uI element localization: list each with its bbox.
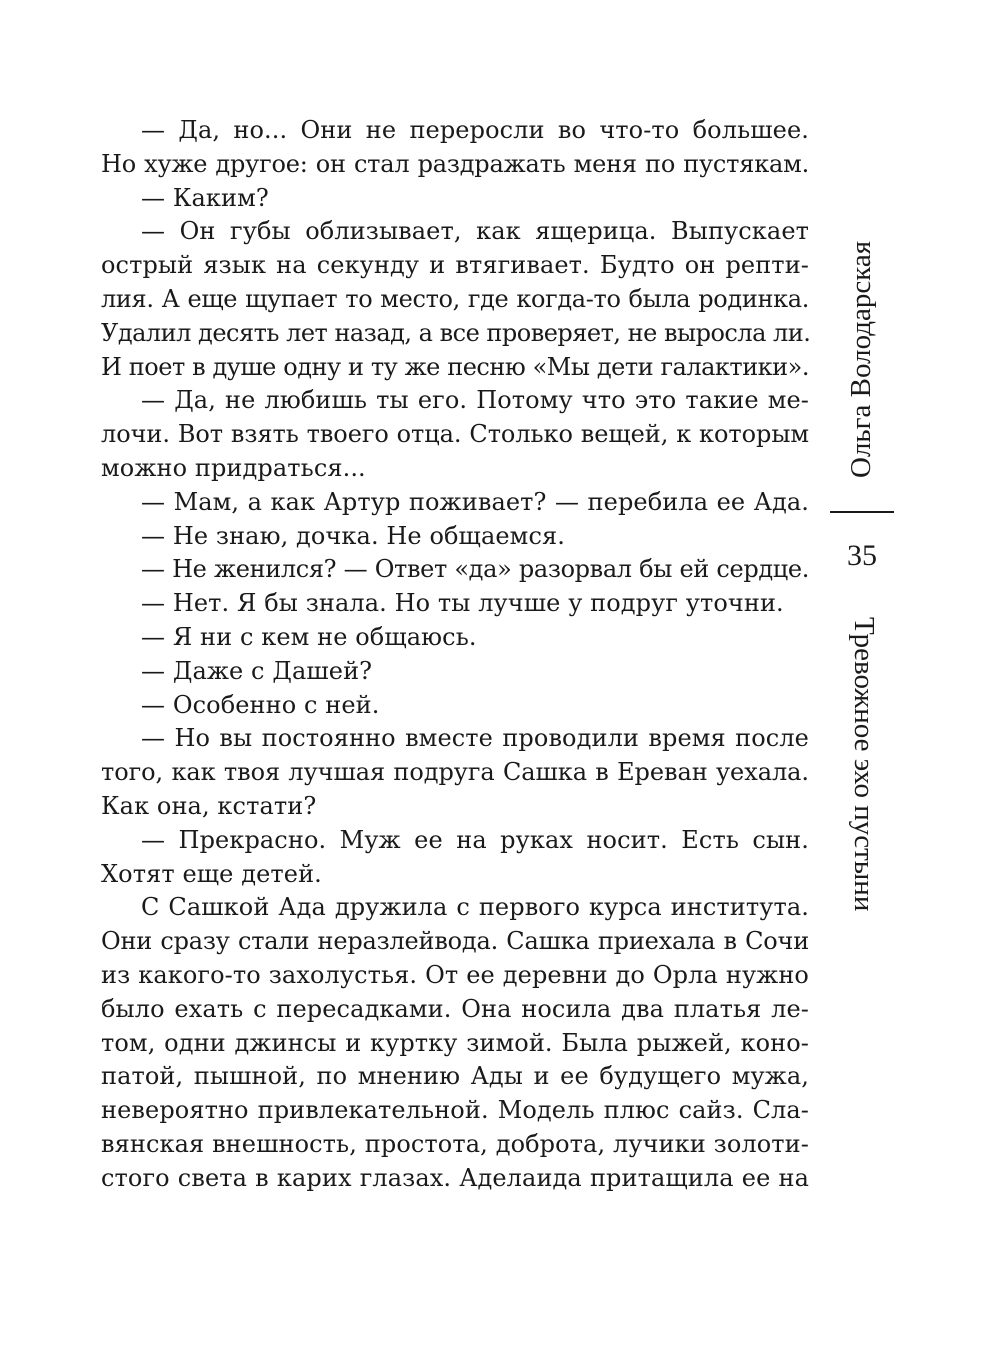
text-line: — Не знаю, дочка. Не общаемся. [141,521,565,550]
text-line: — Нет. Я бы знала. Но ты лучше у подруг уточни. [141,589,784,618]
text-line: Они сразу стали неразлейвода. Сашка приехала в Сочи [101,927,809,956]
running-head-author: Ольга Володарская [845,240,877,478]
text-line: патой, пышной, по мнению Ады и ее будущего мужа, [101,1062,809,1091]
text-line: было ехать с пересадками. Она носила два платья ле- [101,994,809,1023]
text-line: — Да, не любишь ты его. Потому что это такие ме- [141,386,809,415]
text-line: — Да, но... Они не переросли во что-то большее. [141,116,809,144]
text-line: из какого-то захолустья. От ее деревни до Орла нужно [101,960,809,989]
text-line: — Даже с Дашей? [141,656,373,685]
text-line: — Каким? [141,183,269,212]
text-line: Но хуже другое: он стал раздражать меня по пустякам. [101,149,809,178]
text-line: вянская внешность, простота, доброта, лучики золоти- [101,1129,809,1158]
text-line: Хотят еще детей. [101,859,322,888]
text-line: — Прекрасно. Муж ее на руках носит. Есть сын. [141,825,809,854]
text-line: И поет в душе одну и ту же песню «Мы дети галактики». [101,352,809,381]
text-line: — Я ни с кем не общаюсь. [141,622,477,651]
text-line: Как она, кстати? [101,791,317,820]
text-line: — Особенно с ней. [141,690,380,719]
text-line: С Сашкой Ада дружила с первого курса института. [141,893,809,922]
text-line: можно придраться... [101,453,366,482]
text-line: того, как твоя лучшая подруга Сашка в Ереван уехала. [101,758,809,787]
page-number: 35 [847,539,877,572]
text-line: том, одни джинсы и куртку зимой. Была рыжей, коно- [101,1028,809,1057]
text-line: — Но вы постоянно вместе проводили время после [141,724,809,753]
text-line: — Мам, а как Артур поживает? — перебила ее Ада. [141,487,809,516]
text-line: невероятно привлекательной. Модель плюс сайз. Сла- [101,1096,809,1125]
text-line: стого света в карих глазах. Аделаида притащила ее на [101,1163,809,1192]
text-line: острый язык на секунду и втягивает. Будто он репти- [101,251,809,280]
running-head-divider [830,511,894,513]
text-line: — Он губы облизывает, как ящерица. Выпускает [141,217,809,246]
text-line: Удалил десять лет назад, а все проверяет, не выросла ли. [101,318,811,347]
text-line: лочи. Вот взять твоего отца. Столько вещей, к которым [101,420,809,449]
running-head-book-title: Тревожное эхо пустыни [848,617,880,912]
text-line: — Не женился? — Ответ «да» разорвал бы ей сердце. [141,555,809,584]
body-text [101,114,809,1196]
text-line: лия. А еще щупает то место, где когда-то была родинка. [101,284,809,313]
